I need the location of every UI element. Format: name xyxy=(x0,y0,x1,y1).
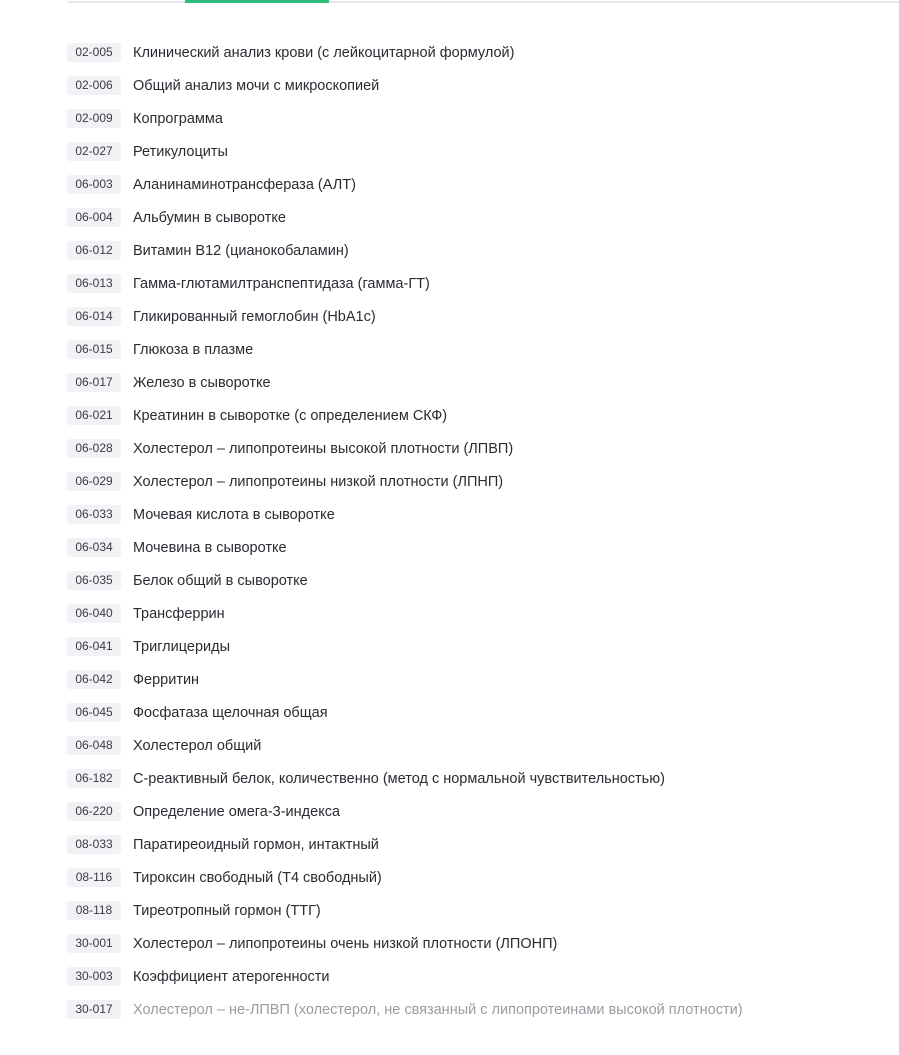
analysis-name: Коэффициент атерогенности xyxy=(133,968,330,985)
analysis-name: Ретикулоциты xyxy=(133,143,228,160)
analysis-name: Определение омега-3-индекса xyxy=(133,803,341,820)
list-item[interactable] xyxy=(67,201,887,234)
analysis-name: Холестерол – липопротеины низкой плотности (ЛПНП) xyxy=(133,473,504,490)
analysis-name: Витамин B12 (цианокобаламин) xyxy=(133,242,349,259)
list-item[interactable] xyxy=(67,36,887,69)
list-item[interactable] xyxy=(67,729,887,762)
analysis-name: Альбумин в сыворотке xyxy=(133,209,286,226)
analysis-code-badge: 06-035 xyxy=(67,571,121,590)
active-tab-indicator xyxy=(185,0,329,3)
list-item[interactable] xyxy=(67,102,887,135)
analysis-name: Мочевина в сыворотке xyxy=(133,539,287,556)
analysis-code-badge: 06-182 xyxy=(67,769,121,788)
list-item[interactable] xyxy=(67,366,887,399)
list-item[interactable] xyxy=(67,135,887,168)
analysis-code-badge: 30-017 xyxy=(67,1000,121,1019)
analysis-name: Холестерол – не-ЛПВП (холестерол, не связанный с липопротеинами высокой плотности) xyxy=(133,1001,743,1018)
analysis-code-badge: 06-040 xyxy=(67,604,121,623)
analysis-code-badge: 30-003 xyxy=(67,967,121,986)
analysis-name: Клинический анализ крови (с лейкоцитарной формулой) xyxy=(133,44,515,61)
analysis-code-badge: 06-003 xyxy=(67,175,121,194)
list-item[interactable] xyxy=(67,828,887,861)
analysis-code-badge: 06-015 xyxy=(67,340,121,359)
analysis-name: Фосфатаза щелочная общая xyxy=(133,704,328,721)
analysis-name: Тиреотропный гормон (ТТГ) xyxy=(133,902,321,919)
analysis-code-badge: 06-042 xyxy=(67,670,121,689)
analysis-code-badge: 06-033 xyxy=(67,505,121,524)
analysis-code-badge: 06-028 xyxy=(67,439,121,458)
list-item[interactable] xyxy=(67,630,887,663)
analysis-code-badge: 06-034 xyxy=(67,538,121,557)
analysis-code-badge: 02-006 xyxy=(67,76,121,95)
list-item[interactable] xyxy=(67,498,887,531)
analysis-code-badge: 06-013 xyxy=(67,274,121,293)
analysis-code-badge: 08-116 xyxy=(67,868,121,887)
list-item[interactable] xyxy=(67,993,887,1026)
analysis-code-badge: 06-048 xyxy=(67,736,121,755)
analysis-code-badge: 06-021 xyxy=(67,406,121,425)
analysis-name: Ферритин xyxy=(133,671,200,688)
analysis-code-badge: 08-033 xyxy=(67,835,121,854)
analysis-code-badge: 30-001 xyxy=(67,934,121,953)
list-item[interactable] xyxy=(67,597,887,630)
analysis-name: Глюкоза в плазме xyxy=(133,341,254,358)
list-item[interactable] xyxy=(67,465,887,498)
analysis-name: Трансферрин xyxy=(133,605,225,622)
list-item[interactable] xyxy=(67,696,887,729)
analysis-name: Мочевая кислота в сыворотке xyxy=(133,506,335,523)
list-item[interactable] xyxy=(67,300,887,333)
list-item[interactable] xyxy=(67,333,887,366)
analysis-name: Тироксин свободный (Т4 свободный) xyxy=(133,869,382,886)
analysis-name: Железо в сыворотке xyxy=(133,374,271,391)
analysis-name: Гликированный гемоглобин (HbA1c) xyxy=(133,308,376,325)
tab-bar xyxy=(68,0,899,4)
list-item[interactable] xyxy=(67,168,887,201)
list-item[interactable] xyxy=(67,69,887,102)
analysis-name: Холестерол – липопротеины очень низкой плотности (ЛПОНП) xyxy=(133,935,558,952)
list-item[interactable] xyxy=(67,663,887,696)
analysis-code-badge: 06-014 xyxy=(67,307,121,326)
analysis-code-badge: 06-041 xyxy=(67,637,121,656)
analysis-code-badge: 06-017 xyxy=(67,373,121,392)
list-item[interactable] xyxy=(67,960,887,993)
list-item[interactable] xyxy=(67,531,887,564)
list-item[interactable] xyxy=(67,795,887,828)
analysis-code-badge: 06-012 xyxy=(67,241,121,260)
analysis-name: Аланинаминотрансфераза (АЛТ) xyxy=(133,176,356,193)
analysis-code-badge: 02-027 xyxy=(67,142,121,161)
analysis-code-badge: 08-118 xyxy=(67,901,121,920)
analysis-name: Общий анализ мочи с микроскопией xyxy=(133,77,380,94)
analysis-code-badge: 06-029 xyxy=(67,472,121,491)
analysis-name: Паратиреоидный гормон, интактный xyxy=(133,836,379,853)
list-item[interactable] xyxy=(67,894,887,927)
list-item[interactable] xyxy=(67,234,887,267)
analysis-name: Креатинин в сыворотке (с определением СКФ) xyxy=(133,407,448,424)
list-item[interactable] xyxy=(67,927,887,960)
analysis-name: Белок общий в сыворотке xyxy=(133,572,308,589)
analysis-name: Триглицериды xyxy=(133,638,230,655)
list-item[interactable] xyxy=(67,267,887,300)
analysis-code-badge: 02-005 xyxy=(67,43,121,62)
analysis-name: С-реактивный белок, количественно (метод с нормальной чувствительностью) xyxy=(133,770,665,787)
analysis-code-badge: 06-045 xyxy=(67,703,121,722)
list-item[interactable] xyxy=(67,762,887,795)
list-item[interactable] xyxy=(67,861,887,894)
analysis-list xyxy=(67,36,887,1026)
analysis-code-badge: 06-004 xyxy=(67,208,121,227)
analysis-name: Холестерол общий xyxy=(133,737,262,754)
list-item[interactable] xyxy=(67,432,887,465)
analysis-code-badge: 02-009 xyxy=(67,109,121,128)
analysis-name: Копрограмма xyxy=(133,110,223,127)
analysis-code-badge: 06-220 xyxy=(67,802,121,821)
analysis-name: Гамма-глютамилтранспептидаза (гамма-ГТ) xyxy=(133,275,430,292)
list-item[interactable] xyxy=(67,564,887,597)
analysis-name: Холестерол – липопротеины высокой плотности (ЛПВП) xyxy=(133,440,514,457)
list-item[interactable] xyxy=(67,399,887,432)
